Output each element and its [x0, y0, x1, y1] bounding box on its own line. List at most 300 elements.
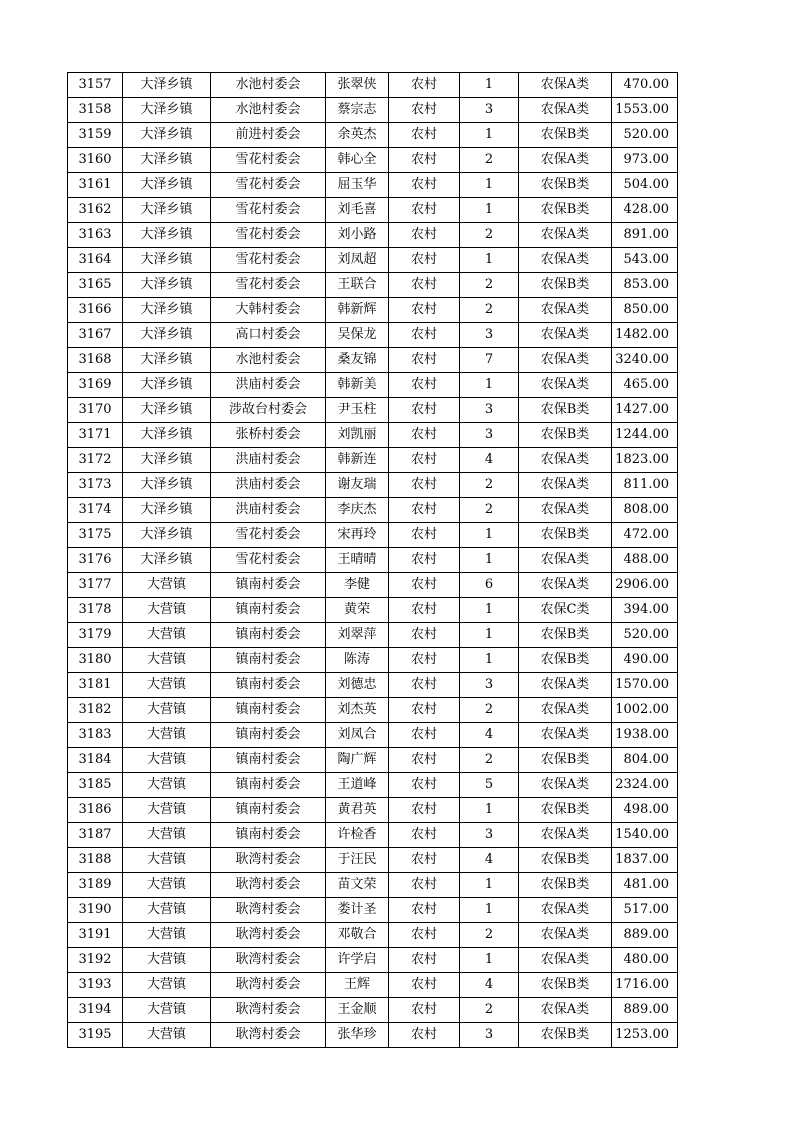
member-count-cell: 1 [460, 623, 519, 648]
table-row [68, 798, 678, 823]
serial-cell: 3172 [68, 448, 123, 473]
member-count-cell: 3 [460, 98, 519, 123]
serial-cell: 3160 [68, 148, 123, 173]
township-cell: 大泽乡镇 [123, 348, 211, 373]
serial-cell: 3163 [68, 223, 123, 248]
household-type-cell: 农村 [389, 223, 460, 248]
table-row [68, 848, 678, 873]
member-count-cell: 5 [460, 773, 519, 798]
township-cell: 大营镇 [123, 798, 211, 823]
township-cell: 大泽乡镇 [123, 423, 211, 448]
household-type-cell: 农村 [389, 648, 460, 673]
table-row [68, 648, 678, 673]
amount-cell: 3240.00 [612, 348, 678, 373]
category-cell: 农保A类 [519, 548, 612, 573]
table-row [68, 998, 678, 1023]
category-cell: 农保B类 [519, 1023, 612, 1048]
category-cell: 农保A类 [519, 573, 612, 598]
amount-cell: 1540.00 [612, 823, 678, 848]
township-cell: 大营镇 [123, 998, 211, 1023]
amount-cell: 1244.00 [612, 423, 678, 448]
serial-cell: 3181 [68, 673, 123, 698]
table-row [68, 973, 678, 998]
village-cell: 耿湾村委会 [211, 873, 326, 898]
member-count-cell: 3 [460, 673, 519, 698]
township-cell: 大营镇 [123, 948, 211, 973]
amount-cell: 480.00 [612, 948, 678, 973]
amount-cell: 850.00 [612, 298, 678, 323]
name-cell: 王金顺 [326, 998, 389, 1023]
township-cell: 大营镇 [123, 748, 211, 773]
village-cell: 雪花村委会 [211, 273, 326, 298]
household-type-cell: 农村 [389, 473, 460, 498]
member-count-cell: 7 [460, 348, 519, 373]
household-type-cell: 农村 [389, 323, 460, 348]
township-cell: 大泽乡镇 [123, 148, 211, 173]
village-cell: 镇南村委会 [211, 823, 326, 848]
name-cell: 王联合 [326, 273, 389, 298]
name-cell: 于汪民 [326, 848, 389, 873]
serial-cell: 3193 [68, 973, 123, 998]
serial-cell: 3166 [68, 298, 123, 323]
amount-cell: 1253.00 [612, 1023, 678, 1048]
township-cell: 大营镇 [123, 698, 211, 723]
serial-cell: 3177 [68, 573, 123, 598]
member-count-cell: 1 [460, 873, 519, 898]
category-cell: 农保B类 [519, 173, 612, 198]
household-type-cell: 农村 [389, 273, 460, 298]
table-row [68, 298, 678, 323]
category-cell: 农保A类 [519, 298, 612, 323]
serial-cell: 3195 [68, 1023, 123, 1048]
name-cell: 刘凯丽 [326, 423, 389, 448]
village-cell: 耿湾村委会 [211, 973, 326, 998]
village-cell: 洪庙村委会 [211, 448, 326, 473]
household-type-cell: 农村 [389, 723, 460, 748]
township-cell: 大营镇 [123, 598, 211, 623]
table-row [68, 473, 678, 498]
serial-cell: 3174 [68, 498, 123, 523]
village-cell: 耿湾村委会 [211, 998, 326, 1023]
village-cell: 洪庙村委会 [211, 498, 326, 523]
member-count-cell: 1 [460, 123, 519, 148]
township-cell: 大营镇 [123, 923, 211, 948]
household-type-cell: 农村 [389, 298, 460, 323]
table-row [68, 923, 678, 948]
amount-cell: 498.00 [612, 798, 678, 823]
category-cell: 农保A类 [519, 73, 612, 98]
village-cell: 耿湾村委会 [211, 923, 326, 948]
table-row [68, 123, 678, 148]
category-cell: 农保B类 [519, 198, 612, 223]
category-cell: 农保B类 [519, 848, 612, 873]
township-cell: 大营镇 [123, 648, 211, 673]
household-type-cell: 农村 [389, 348, 460, 373]
township-cell: 大营镇 [123, 573, 211, 598]
village-cell: 耿湾村委会 [211, 1023, 326, 1048]
serial-cell: 3176 [68, 548, 123, 573]
category-cell: 农保A类 [519, 448, 612, 473]
name-cell: 李庆杰 [326, 498, 389, 523]
table-row [68, 573, 678, 598]
household-type-cell: 农村 [389, 698, 460, 723]
household-type-cell: 农村 [389, 1023, 460, 1048]
serial-cell: 3159 [68, 123, 123, 148]
category-cell: 农保A类 [519, 898, 612, 923]
amount-cell: 889.00 [612, 923, 678, 948]
table-row [68, 748, 678, 773]
serial-cell: 3190 [68, 898, 123, 923]
category-cell: 农保C类 [519, 598, 612, 623]
category-cell: 农保B类 [519, 523, 612, 548]
name-cell: 韩新美 [326, 373, 389, 398]
household-type-cell: 农村 [389, 923, 460, 948]
member-count-cell: 1 [460, 648, 519, 673]
member-count-cell: 3 [460, 823, 519, 848]
serial-cell: 3194 [68, 998, 123, 1023]
township-cell: 大营镇 [123, 873, 211, 898]
amount-cell: 1570.00 [612, 673, 678, 698]
name-cell: 屈玉华 [326, 173, 389, 198]
village-cell: 镇南村委会 [211, 648, 326, 673]
member-count-cell: 2 [460, 748, 519, 773]
member-count-cell: 1 [460, 523, 519, 548]
category-cell: 农保A类 [519, 498, 612, 523]
household-type-cell: 农村 [389, 98, 460, 123]
category-cell: 农保A类 [519, 998, 612, 1023]
serial-cell: 3192 [68, 948, 123, 973]
village-cell: 耿湾村委会 [211, 848, 326, 873]
category-cell: 农保B类 [519, 798, 612, 823]
member-count-cell: 1 [460, 598, 519, 623]
township-cell: 大泽乡镇 [123, 473, 211, 498]
name-cell: 邓敬合 [326, 923, 389, 948]
category-cell: 农保B类 [519, 623, 612, 648]
township-cell: 大泽乡镇 [123, 548, 211, 573]
category-cell: 农保B类 [519, 423, 612, 448]
serial-cell: 3169 [68, 373, 123, 398]
table-row [68, 823, 678, 848]
township-cell: 大泽乡镇 [123, 298, 211, 323]
household-type-cell: 农村 [389, 123, 460, 148]
category-cell: 农保B类 [519, 973, 612, 998]
household-type-cell: 农村 [389, 998, 460, 1023]
village-cell: 雪花村委会 [211, 173, 326, 198]
township-cell: 大泽乡镇 [123, 98, 211, 123]
township-cell: 大泽乡镇 [123, 73, 211, 98]
amount-cell: 804.00 [612, 748, 678, 773]
village-cell: 水池村委会 [211, 98, 326, 123]
name-cell: 蔡宗志 [326, 98, 389, 123]
category-cell: 农保A类 [519, 248, 612, 273]
serial-cell: 3167 [68, 323, 123, 348]
name-cell: 刘小路 [326, 223, 389, 248]
village-cell: 雪花村委会 [211, 523, 326, 548]
village-cell: 镇南村委会 [211, 623, 326, 648]
household-type-cell: 农村 [389, 498, 460, 523]
amount-cell: 504.00 [612, 173, 678, 198]
table-row [68, 773, 678, 798]
township-cell: 大营镇 [123, 673, 211, 698]
amount-cell: 470.00 [612, 73, 678, 98]
household-type-cell: 农村 [389, 248, 460, 273]
category-cell: 农保B类 [519, 398, 612, 423]
category-cell: 农保A类 [519, 473, 612, 498]
category-cell: 农保A类 [519, 223, 612, 248]
amount-cell: 1482.00 [612, 323, 678, 348]
member-count-cell: 1 [460, 898, 519, 923]
township-cell: 大营镇 [123, 898, 211, 923]
name-cell: 苗文荣 [326, 873, 389, 898]
village-cell: 镇南村委会 [211, 698, 326, 723]
amount-cell: 1553.00 [612, 98, 678, 123]
village-cell: 镇南村委会 [211, 673, 326, 698]
name-cell: 王辉 [326, 973, 389, 998]
amount-cell: 1002.00 [612, 698, 678, 723]
township-cell: 大泽乡镇 [123, 123, 211, 148]
table-row [68, 623, 678, 648]
table-row [68, 173, 678, 198]
name-cell: 黄荣 [326, 598, 389, 623]
village-cell: 镇南村委会 [211, 598, 326, 623]
name-cell: 韩新连 [326, 448, 389, 473]
village-cell: 大韩村委会 [211, 298, 326, 323]
serial-cell: 3184 [68, 748, 123, 773]
township-cell: 大泽乡镇 [123, 273, 211, 298]
township-cell: 大营镇 [123, 623, 211, 648]
amount-cell: 808.00 [612, 498, 678, 523]
amount-cell: 488.00 [612, 548, 678, 573]
table-row [68, 223, 678, 248]
township-cell: 大泽乡镇 [123, 173, 211, 198]
township-cell: 大泽乡镇 [123, 223, 211, 248]
household-type-cell: 农村 [389, 198, 460, 223]
village-cell: 洪庙村委会 [211, 373, 326, 398]
name-cell: 娄计圣 [326, 898, 389, 923]
member-count-cell: 2 [460, 148, 519, 173]
village-cell: 高口村委会 [211, 323, 326, 348]
category-cell: 农保A类 [519, 698, 612, 723]
household-type-cell: 农村 [389, 398, 460, 423]
category-cell: 农保A类 [519, 923, 612, 948]
category-cell: 农保A类 [519, 348, 612, 373]
name-cell: 李健 [326, 573, 389, 598]
member-count-cell: 2 [460, 998, 519, 1023]
serial-cell: 3189 [68, 873, 123, 898]
serial-cell: 3185 [68, 773, 123, 798]
name-cell: 刘杰英 [326, 698, 389, 723]
name-cell: 谢友瑞 [326, 473, 389, 498]
township-cell: 大泽乡镇 [123, 523, 211, 548]
member-count-cell: 2 [460, 223, 519, 248]
village-cell: 洪庙村委会 [211, 473, 326, 498]
household-type-cell: 农村 [389, 873, 460, 898]
serial-cell: 3158 [68, 98, 123, 123]
category-cell: 农保A类 [519, 373, 612, 398]
category-cell: 农保B类 [519, 273, 612, 298]
village-cell: 耿湾村委会 [211, 948, 326, 973]
table-row [68, 373, 678, 398]
member-count-cell: 2 [460, 473, 519, 498]
household-type-cell: 农村 [389, 148, 460, 173]
household-type-cell: 农村 [389, 973, 460, 998]
table-row [68, 498, 678, 523]
amount-cell: 889.00 [612, 998, 678, 1023]
village-cell: 雪花村委会 [211, 148, 326, 173]
amount-cell: 472.00 [612, 523, 678, 548]
household-type-cell: 农村 [389, 523, 460, 548]
village-cell: 镇南村委会 [211, 573, 326, 598]
serial-cell: 3187 [68, 823, 123, 848]
member-count-cell: 3 [460, 423, 519, 448]
household-type-cell: 农村 [389, 673, 460, 698]
household-type-cell: 农村 [389, 623, 460, 648]
member-count-cell: 3 [460, 1023, 519, 1048]
name-cell: 刘德忠 [326, 673, 389, 698]
name-cell: 吴保龙 [326, 323, 389, 348]
name-cell: 刘翠萍 [326, 623, 389, 648]
amount-cell: 1938.00 [612, 723, 678, 748]
name-cell: 许检香 [326, 823, 389, 848]
table-row [68, 523, 678, 548]
amount-cell: 1823.00 [612, 448, 678, 473]
household-type-cell: 农村 [389, 773, 460, 798]
village-cell: 雪花村委会 [211, 198, 326, 223]
category-cell: 农保A类 [519, 723, 612, 748]
member-count-cell: 2 [460, 498, 519, 523]
table-row [68, 548, 678, 573]
serial-cell: 3188 [68, 848, 123, 873]
village-cell: 张桥村委会 [211, 423, 326, 448]
township-cell: 大泽乡镇 [123, 398, 211, 423]
category-cell: 农保A类 [519, 773, 612, 798]
township-cell: 大营镇 [123, 823, 211, 848]
table-row [68, 873, 678, 898]
member-count-cell: 2 [460, 698, 519, 723]
household-type-cell: 农村 [389, 823, 460, 848]
member-count-cell: 4 [460, 973, 519, 998]
table-row [68, 698, 678, 723]
name-cell: 韩新辉 [326, 298, 389, 323]
table-row [68, 723, 678, 748]
member-count-cell: 3 [460, 323, 519, 348]
serial-cell: 3157 [68, 73, 123, 98]
name-cell: 张华珍 [326, 1023, 389, 1048]
household-type-cell: 农村 [389, 898, 460, 923]
member-count-cell: 1 [460, 73, 519, 98]
member-count-cell: 2 [460, 273, 519, 298]
township-cell: 大营镇 [123, 1023, 211, 1048]
table-row [68, 148, 678, 173]
name-cell: 桑友锦 [326, 348, 389, 373]
serial-cell: 3186 [68, 798, 123, 823]
household-type-cell: 农村 [389, 548, 460, 573]
village-cell: 前进村委会 [211, 123, 326, 148]
category-cell: 农保A类 [519, 823, 612, 848]
assistance-table [67, 72, 678, 1048]
member-count-cell: 1 [460, 798, 519, 823]
village-cell: 镇南村委会 [211, 748, 326, 773]
village-cell: 镇南村委会 [211, 723, 326, 748]
member-count-cell: 6 [460, 573, 519, 598]
member-count-cell: 1 [460, 198, 519, 223]
amount-cell: 490.00 [612, 648, 678, 673]
table-row [68, 73, 678, 98]
name-cell: 宋再玲 [326, 523, 389, 548]
table-row [68, 398, 678, 423]
member-count-cell: 1 [460, 373, 519, 398]
township-cell: 大泽乡镇 [123, 248, 211, 273]
household-type-cell: 农村 [389, 573, 460, 598]
table-row [68, 673, 678, 698]
village-cell: 镇南村委会 [211, 798, 326, 823]
name-cell: 刘凤合 [326, 723, 389, 748]
member-count-cell: 2 [460, 298, 519, 323]
household-type-cell: 农村 [389, 798, 460, 823]
amount-cell: 520.00 [612, 123, 678, 148]
name-cell: 许学启 [326, 948, 389, 973]
member-count-cell: 1 [460, 948, 519, 973]
township-cell: 大营镇 [123, 973, 211, 998]
serial-cell: 3171 [68, 423, 123, 448]
table-row [68, 198, 678, 223]
table-row [68, 423, 678, 448]
township-cell: 大营镇 [123, 723, 211, 748]
name-cell: 余英杰 [326, 123, 389, 148]
name-cell: 王道峰 [326, 773, 389, 798]
household-type-cell: 农村 [389, 373, 460, 398]
table-row [68, 898, 678, 923]
amount-cell: 428.00 [612, 198, 678, 223]
name-cell: 黄君英 [326, 798, 389, 823]
serial-cell: 3179 [68, 623, 123, 648]
name-cell: 刘毛喜 [326, 198, 389, 223]
serial-cell: 3175 [68, 523, 123, 548]
household-type-cell: 农村 [389, 598, 460, 623]
amount-cell: 394.00 [612, 598, 678, 623]
category-cell: 农保A类 [519, 148, 612, 173]
category-cell: 农保B类 [519, 748, 612, 773]
category-cell: 农保B类 [519, 648, 612, 673]
member-count-cell: 4 [460, 848, 519, 873]
serial-cell: 3182 [68, 698, 123, 723]
village-cell: 耿湾村委会 [211, 898, 326, 923]
amount-cell: 811.00 [612, 473, 678, 498]
table-row [68, 448, 678, 473]
household-type-cell: 农村 [389, 848, 460, 873]
village-cell: 水池村委会 [211, 348, 326, 373]
amount-cell: 517.00 [612, 898, 678, 923]
serial-cell: 3165 [68, 273, 123, 298]
amount-cell: 853.00 [612, 273, 678, 298]
category-cell: 农保A类 [519, 948, 612, 973]
village-cell: 雪花村委会 [211, 548, 326, 573]
category-cell: 农保A类 [519, 323, 612, 348]
name-cell: 陈涛 [326, 648, 389, 673]
amount-cell: 520.00 [612, 623, 678, 648]
name-cell: 王晴晴 [326, 548, 389, 573]
township-cell: 大泽乡镇 [123, 323, 211, 348]
table-row [68, 273, 678, 298]
category-cell: 农保B类 [519, 873, 612, 898]
village-cell: 水池村委会 [211, 73, 326, 98]
amount-cell: 1837.00 [612, 848, 678, 873]
serial-cell: 3162 [68, 198, 123, 223]
name-cell: 刘凤超 [326, 248, 389, 273]
serial-cell: 3191 [68, 923, 123, 948]
township-cell: 大泽乡镇 [123, 373, 211, 398]
household-type-cell: 农村 [389, 448, 460, 473]
